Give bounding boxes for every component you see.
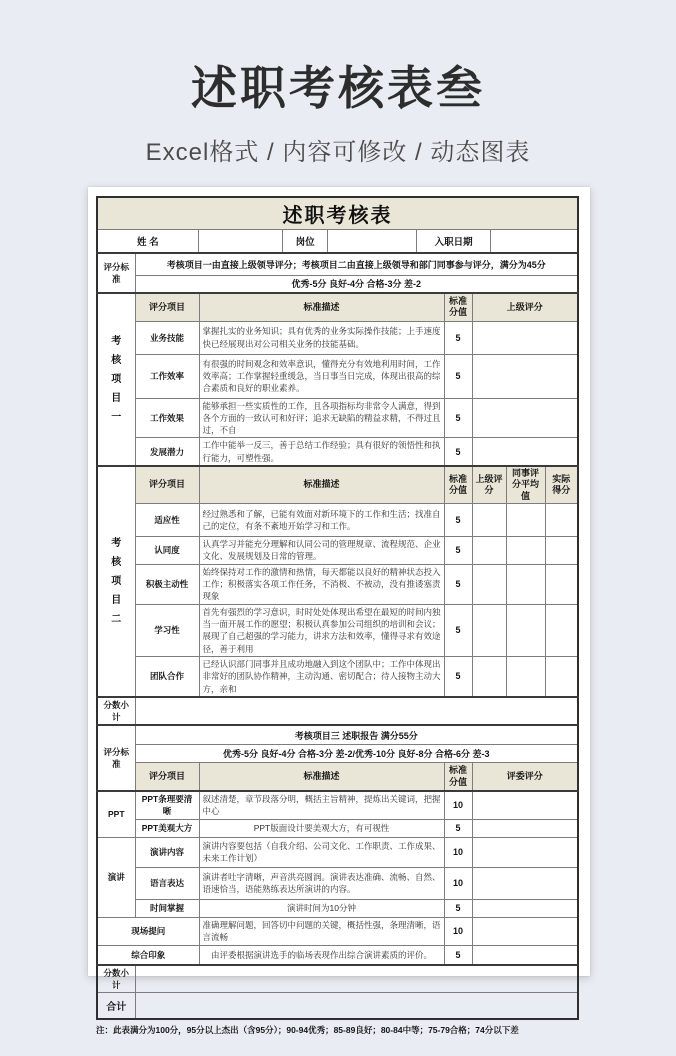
item-label: 发展潜力 bbox=[135, 438, 199, 466]
judge-score-cell[interactable] bbox=[472, 837, 578, 867]
peer-score-cell[interactable] bbox=[506, 503, 545, 536]
footnote: 注：此表满分为100分，95分以上杰出（含95分）；90-94优秀；85-89良好；80-84中等；75-79合格；74分以下差 bbox=[96, 1024, 519, 1035]
table-row bbox=[97, 564, 578, 604]
section1-label: 考核项目一 bbox=[97, 293, 135, 466]
item-label: 语言表达 bbox=[135, 867, 199, 899]
table-row bbox=[97, 791, 578, 819]
section2-header-actual: 实际得分 bbox=[545, 466, 578, 503]
item-label: 时间掌握 bbox=[135, 899, 199, 917]
item-label: 适应性 bbox=[135, 503, 199, 536]
supervisor-score-cell[interactable] bbox=[472, 398, 578, 438]
item-label: 积极主动性 bbox=[135, 564, 199, 604]
supervisor-score-cell[interactable] bbox=[472, 564, 506, 604]
item-desc: 由评委根据演讲选手的临场表现作出综合演讲素质的评价。 bbox=[199, 945, 444, 965]
section1-header-desc: 标准描述 bbox=[199, 293, 444, 321]
supervisor-score-cell[interactable] bbox=[472, 503, 506, 536]
criteria1-line1: 考核项目一由直接上级领导评分；考核项目二由直接上级领导和部门同事参与评分，满分为45分 bbox=[135, 253, 578, 275]
item-desc: 有很强的时间观念和效率意识，懂得充分有效地利用时间，工作效率高；工作掌握轻重缓急，当日事当日完成，体现出很高的综合素质和良好的职业素养。 bbox=[199, 354, 444, 398]
standard-score: 5 bbox=[444, 503, 472, 536]
item-desc: 掌握扎实的业务知识；具有优秀的业务实际操作技能；上手速度快已经展现出对公司相关业务的技能基础。 bbox=[199, 321, 444, 354]
standard-score: 5 bbox=[444, 945, 472, 965]
supervisor-score-cell[interactable] bbox=[472, 321, 578, 354]
standard-score: 10 bbox=[444, 867, 472, 899]
item-desc: 叙述清楚，章节段落分明，概括主旨精神，提炼出关键词，把握中心 bbox=[199, 791, 444, 819]
table-row bbox=[97, 945, 578, 965]
standard-score: 5 bbox=[444, 899, 472, 917]
standard-score: 5 bbox=[444, 657, 472, 697]
supervisor-score-cell[interactable] bbox=[472, 354, 578, 398]
judge-score-cell[interactable] bbox=[472, 791, 578, 819]
template-preview-card bbox=[88, 187, 590, 1035]
table-row bbox=[97, 819, 578, 837]
item-desc: 演讲时间为10分钟 bbox=[199, 899, 444, 917]
item-label: 演讲内容 bbox=[135, 837, 199, 867]
item-label: PPT条理要清晰 bbox=[135, 791, 199, 819]
criteria2-label: 评分标准 bbox=[97, 725, 135, 791]
actual-score-cell[interactable] bbox=[545, 604, 578, 656]
table-row bbox=[97, 321, 578, 354]
table-row bbox=[97, 837, 578, 867]
total-label: 合计 bbox=[97, 993, 135, 1019]
section2-header-supervisor: 上级评分 bbox=[472, 466, 506, 503]
speech-group-label: 演讲 bbox=[97, 837, 135, 917]
item-desc: PPT版面设计要美观大方，有可视性 bbox=[199, 819, 444, 837]
standard-score: 5 bbox=[444, 398, 472, 438]
item-label: 学习性 bbox=[135, 604, 199, 656]
position-label: 岗位 bbox=[283, 230, 328, 252]
section1-header-score: 标准分值 bbox=[444, 293, 472, 321]
table-row bbox=[97, 917, 578, 945]
section2-header-item: 评分项目 bbox=[135, 466, 199, 503]
judge-score-cell[interactable] bbox=[472, 945, 578, 965]
page-header bbox=[0, 0, 676, 167]
judge-score-cell[interactable] bbox=[472, 867, 578, 899]
item-desc: 经过熟悉和了解，已能有效面对新环境下的工作和生活；找准自己的定位，有条不紊地开始学习和工作。 bbox=[199, 503, 444, 536]
table-row bbox=[97, 503, 578, 536]
supervisor-score-cell[interactable] bbox=[472, 536, 506, 564]
item-desc: 首先有强烈的学习意识，时时处处体现出希望在最短的时间内独当一面开展工作的愿望；积极认真参加公司组织的培训和会议；展现了自己超强的学习能力，讲求方法和效率，懂得寻求有效途径，善于利用 bbox=[199, 604, 444, 656]
section1-header-item: 评分项目 bbox=[135, 293, 199, 321]
subtotal1-value-cell[interactable] bbox=[135, 697, 578, 725]
item-desc: 始终保持对工作的激情和热情，每天都能以良好的精神状态投入工作；积极落实各项工作任务，不消极、不被动，没有推诿塞责现象 bbox=[199, 564, 444, 604]
criteria1-line2: 优秀-5分 良好-4分 合格-3分 差-2 bbox=[135, 275, 578, 293]
item-desc: 演讲者吐字清晰，声音洪亮圆润。演讲表达准确、流畅、自然、语速恰当，语能熟练表达所演讲的内容。 bbox=[199, 867, 444, 899]
hire-date-label: 入职日期 bbox=[417, 230, 492, 252]
table-row bbox=[97, 354, 578, 398]
peer-score-cell[interactable] bbox=[506, 657, 545, 697]
item-desc: 认真学习并能充分理解和认同公司的管理规章、流程规范、企业文化、发展规划及日常的管理。 bbox=[199, 536, 444, 564]
section3-header-desc: 标准描述 bbox=[199, 763, 444, 791]
item-desc: 已经认识部门同事并且成功地融入到这个团队中；工作中体现出非常好的团队协作精神，主动沟通、密切配合；待人接物主动大方，亲和 bbox=[199, 657, 444, 697]
table-row bbox=[97, 657, 578, 697]
actual-score-cell[interactable] bbox=[545, 503, 578, 536]
item-desc: 能够承担一些实质性的工作，且各项指标均非常令人满意，得到各个方面的一致认可和好评；追求无缺陷的精益求精，不得过且过，不自 bbox=[199, 398, 444, 438]
criteria1-label: 评分标准 bbox=[97, 253, 135, 293]
name-label: 姓 名 bbox=[98, 230, 199, 252]
subtotal2-value-cell[interactable] bbox=[135, 965, 578, 993]
table-row bbox=[97, 899, 578, 917]
supervisor-score-cell[interactable] bbox=[472, 438, 578, 466]
peer-score-cell[interactable] bbox=[506, 536, 545, 564]
standard-score: 5 bbox=[444, 321, 472, 354]
table-row bbox=[97, 398, 578, 438]
page-subtitle: Excel格式 / 内容可修改 / 动态图表 bbox=[145, 139, 531, 166]
actual-score-cell[interactable] bbox=[545, 564, 578, 604]
section2-label: 考核项目二 bbox=[97, 466, 135, 697]
hire-date-input[interactable] bbox=[491, 230, 577, 252]
info-row bbox=[98, 230, 577, 252]
supervisor-score-cell[interactable] bbox=[472, 604, 506, 656]
section2-header-desc: 标准描述 bbox=[199, 466, 444, 503]
section3-header-item: 评分项目 bbox=[135, 763, 199, 791]
form-title: 述职考核表 bbox=[97, 197, 578, 230]
peer-score-cell[interactable] bbox=[506, 604, 545, 656]
item-label: 团队合作 bbox=[135, 657, 199, 697]
table-row bbox=[97, 536, 578, 564]
table-row bbox=[97, 438, 578, 466]
actual-score-cell[interactable] bbox=[545, 657, 578, 697]
standard-score: 5 bbox=[444, 819, 472, 837]
appraisal-table bbox=[96, 196, 579, 1020]
question-label: 现场提问 bbox=[97, 917, 199, 945]
table-row bbox=[97, 604, 578, 656]
criteria2-line1: 考核项目三 述职报告 满分55分 bbox=[135, 725, 578, 745]
standard-score: 5 bbox=[444, 354, 472, 398]
item-label: 认同度 bbox=[135, 536, 199, 564]
judge-score-cell[interactable] bbox=[472, 917, 578, 945]
item-desc: 演讲内容要包括（自我介绍、公司文化、工作职责、工作成果、未来工作计划） bbox=[199, 837, 444, 867]
section3-header-score: 标准分值 bbox=[444, 763, 472, 791]
standard-score: 10 bbox=[444, 917, 472, 945]
total-value-cell[interactable] bbox=[135, 993, 578, 1019]
ppt-group-label: PPT bbox=[97, 791, 135, 837]
peer-score-cell[interactable] bbox=[506, 564, 545, 604]
subtotal2-label: 分数小计 bbox=[97, 965, 135, 993]
position-input[interactable] bbox=[328, 230, 417, 252]
item-label: 工作效率 bbox=[135, 354, 199, 398]
supervisor-score-cell[interactable] bbox=[472, 657, 506, 697]
judge-score-cell[interactable] bbox=[472, 819, 578, 837]
subtotal1-label: 分数小计 bbox=[97, 697, 135, 725]
table-row bbox=[97, 867, 578, 899]
item-desc: 准确理解问题，回答切中问题的关键，概括性强，条理清晰，语言流畅 bbox=[199, 917, 444, 945]
standard-score: 10 bbox=[444, 791, 472, 819]
criteria2-line2: 优秀-5分 良好-4分 合格-3分 差-2/优秀-10分 良好-8分 合格-6分 差-3 bbox=[135, 745, 578, 763]
standard-score: 5 bbox=[444, 438, 472, 466]
item-label: 工作效果 bbox=[135, 398, 199, 438]
judge-score-cell[interactable] bbox=[472, 899, 578, 917]
standard-score: 10 bbox=[444, 837, 472, 867]
item-desc: 工作中能举一反三，善于总结工作经验；具有很好的领悟性和执行能力，可塑性强。 bbox=[199, 438, 444, 466]
page-title: 述职考核表叁 bbox=[191, 62, 485, 114]
item-label: 业务技能 bbox=[135, 321, 199, 354]
section1-header-supervisor: 上级评分 bbox=[472, 293, 578, 321]
name-input[interactable] bbox=[199, 230, 284, 252]
standard-score: 5 bbox=[444, 604, 472, 656]
item-label: PPT美观大方 bbox=[135, 819, 199, 837]
actual-score-cell[interactable] bbox=[545, 536, 578, 564]
standard-score: 5 bbox=[444, 536, 472, 564]
impression-label: 综合印象 bbox=[97, 945, 199, 965]
standard-score: 5 bbox=[444, 564, 472, 604]
section2-header-score: 标准分值 bbox=[444, 466, 472, 503]
section3-header-judge: 评委评分 bbox=[472, 763, 578, 791]
section2-header-peer: 同事评分平均值 bbox=[506, 466, 545, 503]
